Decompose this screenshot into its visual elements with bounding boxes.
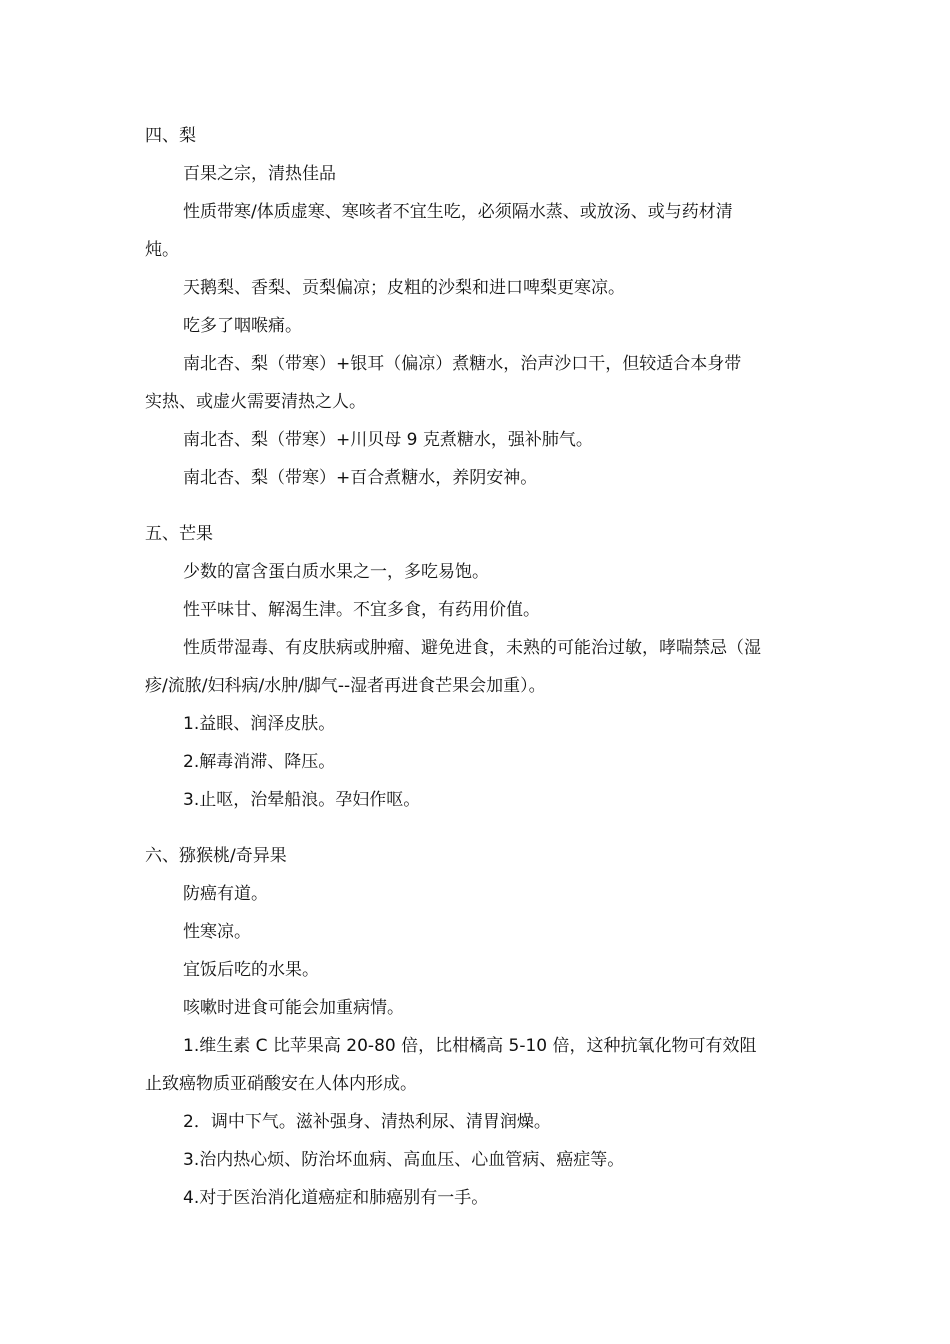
- section-spacer: [145, 497, 810, 515]
- list-item: 1.益眼、润泽皮肤。: [183, 714, 336, 734]
- paragraph-line: 疹/流脓/妇科病/水肿/脚气--湿者再进食芒果会加重）。: [145, 676, 546, 696]
- paragraph-line: 天鹅梨、香梨、贡梨偏凉；皮粗的沙梨和进口啤梨更寒凉。: [183, 278, 625, 298]
- section-heading-pear: 四、梨: [145, 126, 196, 146]
- paragraph-line: 性寒凉。: [183, 922, 251, 942]
- section-heading-kiwi: 六、猕猴桃/奇异果: [145, 846, 287, 866]
- list-item: 2．调中下气。滋补强身、清热利尿、清胃润燥。: [183, 1112, 551, 1132]
- paragraph-line: 炖。: [145, 240, 179, 260]
- paragraph-line: 防癌有道。: [183, 884, 268, 904]
- paragraph-line: 南北杏、梨（带寒）+银耳（偏凉）煮糖水，治声沙口干，但较适合本身带: [183, 354, 742, 374]
- paragraph-line: 咳嗽时进食可能会加重病情。: [183, 998, 404, 1018]
- list-item: 2.解毒消滞、降压。: [183, 752, 336, 772]
- paragraph-line: 南北杏、梨（带寒）+川贝母 9 克煮糖水，强补肺气。: [183, 430, 593, 450]
- paragraph-line: 百果之宗，清热佳品: [183, 164, 336, 184]
- paragraph-line: 吃多了咽喉痛。: [183, 316, 302, 336]
- paragraph-line: 止致癌物质亚硝酸安在人体内形成。: [145, 1074, 417, 1094]
- list-item: 3.止呕，治晕船浪。孕妇作呕。: [183, 790, 421, 810]
- list-item: 1.维生素 C 比苹果高 20-80 倍，比柑橘高 5-10 倍，这种抗氧化物可有效阻: [183, 1036, 757, 1056]
- section-spacer: [145, 819, 810, 837]
- document-body: [145, 117, 810, 1217]
- paragraph-line: 少数的富含蛋白质水果之一，多吃易饱。: [183, 562, 489, 582]
- paragraph-line: 性质带湿毒、有皮肤病或肿瘤、避免进食，未熟的可能治过敏，哮喘禁忌（湿: [183, 638, 761, 658]
- paragraph-line: 南北杏、梨（带寒）+百合煮糖水，养阴安神。: [183, 468, 538, 488]
- paragraph-line: 性平味甘、解渴生津。不宜多食，有药用价值。: [183, 600, 540, 620]
- paragraph-line: 实热、或虚火需要清热之人。: [145, 392, 366, 412]
- list-item: 3.治内热心烦、防治坏血病、高血压、心血管病、癌症等。: [183, 1150, 625, 1170]
- paragraph-line: 性质带寒/体质虚寒、寒咳者不宜生吃，必须隔水蒸、或放汤、或与药材清: [183, 202, 733, 222]
- list-item: 4.对于医治消化道癌症和肺癌别有一手。: [183, 1188, 489, 1208]
- section-heading-mango: 五、芒果: [145, 524, 213, 544]
- paragraph-line: 宜饭后吃的水果。: [183, 960, 319, 980]
